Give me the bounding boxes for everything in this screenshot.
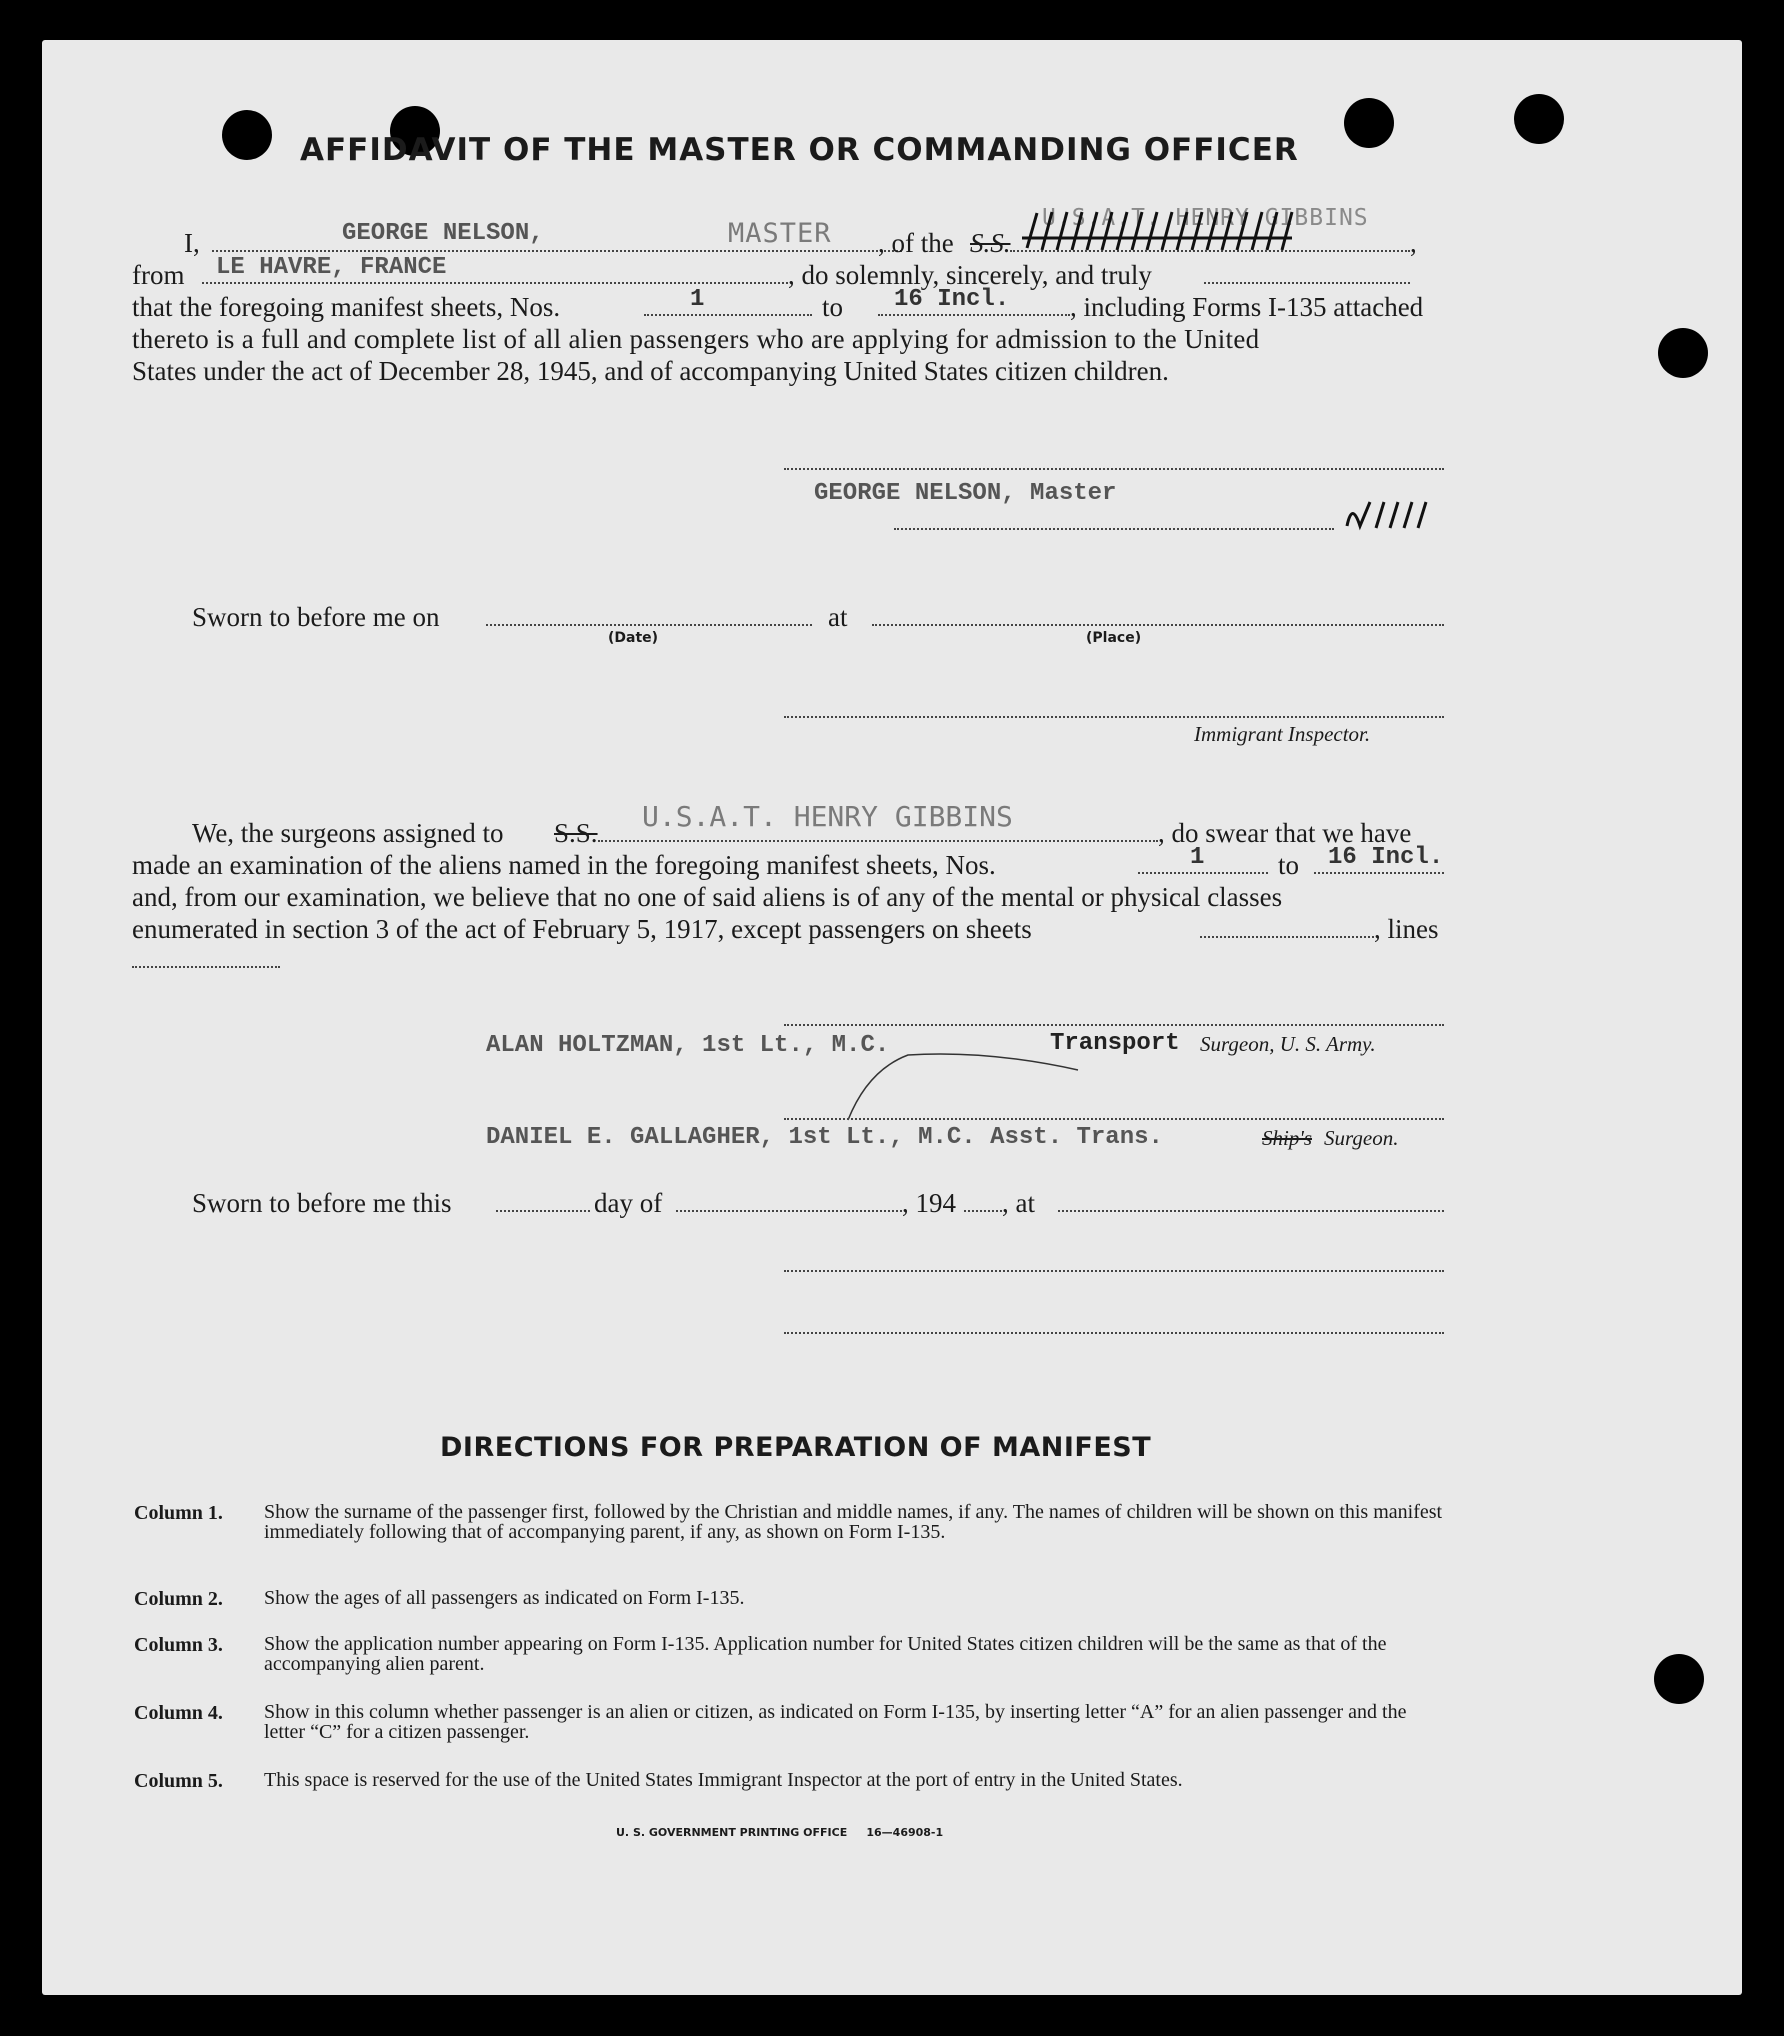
signature-scribble: [1342, 496, 1432, 536]
punch-hole: [1514, 94, 1564, 144]
sworn2-at-label: , at: [1002, 1188, 1035, 1218]
direction-label-4: Column 4.: [134, 1702, 223, 1724]
inspector-caption: Immigrant Inspector.: [1194, 722, 1371, 746]
direction-label-3: Column 3.: [134, 1634, 223, 1656]
direction-text-5: This space is reserved for the use of the United States Immigrant Inspector at the port of entry in the United States.: [264, 1769, 1183, 1791]
direction-label-5: Column 5.: [134, 1770, 223, 1792]
surgeons-sheet-to-field: [1314, 872, 1444, 874]
sheet-from: 1: [690, 286, 705, 313]
surgeons-line4: enumerated in section 3 of the act of February 5, 1917, except passengers on sheets: [132, 914, 1032, 944]
sheets-blank: [1200, 936, 1374, 938]
printing-office-footer: U. S. GOVERNMENT PRINTING OFFICE 16—46908-1: [616, 1826, 944, 1839]
surgeons-to-label: to: [1278, 850, 1300, 880]
place-caption: (Place): [1086, 630, 1142, 646]
direction-label-2: Column 2.: [134, 1588, 223, 1610]
direction-label-1: Column 1.: [134, 1502, 223, 1524]
master-signature-typed: GEORGE NELSON, Master: [814, 480, 1117, 507]
strike-through-scribble: [1022, 208, 1322, 258]
surgeon1-signature-line: [784, 1024, 1444, 1026]
master-signature-line: [784, 468, 1444, 470]
surgeons-intro: We, the surgeons assigned to: [192, 818, 504, 848]
manifest-sheets-text: that the foregoing manifest sheets, Nos.: [132, 292, 561, 322]
inspector-signature-line: [784, 716, 1444, 718]
master-name-field: [212, 250, 902, 252]
sworn-place-field: [872, 624, 1444, 626]
direction-text-1: Show the surname of the passenger first, followed by the Christian and middle names, if any. The names of children will be shown on this manifest immediately following that of accompanying parent, if any, as shown on Form I-135.: [264, 1501, 1443, 1543]
master-title-line: [894, 528, 1334, 530]
ship-prefix-struck: S.S.: [970, 228, 1011, 258]
sworn-at-label: at: [828, 602, 848, 632]
date-caption: (Date): [608, 630, 659, 646]
lines-blank: [132, 966, 280, 968]
from-label: from: [132, 260, 185, 290]
punch-hole: [1344, 98, 1394, 148]
to-label: to: [822, 292, 844, 322]
month-field: [676, 1210, 902, 1212]
direction-text-3: Show the application number appearing on Form I-135. Application number for United States citizen children will be the same as that of the accompanying alien parent.: [264, 1633, 1387, 1675]
of-the-label: , of the: [878, 228, 954, 258]
direction-text-4: Show in this column whether passenger is an alien or citizen, as indicated on Form I-135, by inserting letter “A” for an alien passenger and the letter “C” for a citizen passenger.: [264, 1701, 1407, 1743]
comma: ,: [1410, 228, 1417, 258]
port-name: LE HAVRE, FRANCE: [216, 254, 447, 281]
surgeons-ship-field: [598, 840, 1158, 842]
surgeons-ship-prefix-struck: S.S.: [554, 818, 598, 848]
year-label: , 194: [902, 1188, 956, 1218]
surgeons-sheet-from-field: [1138, 872, 1268, 874]
day-field: [496, 1210, 590, 1212]
surgeons-ship-stamp: U.S.A.T. HENRY GIBBINS: [642, 800, 1013, 833]
surgeon1-typed: ALAN HOLTZMAN, 1st Lt., M.C.: [486, 1032, 890, 1059]
forms-attached-text: , including Forms I-135 attached: [1070, 292, 1424, 322]
officer-title-line: [784, 1332, 1444, 1334]
day-of-label: day of: [594, 1188, 663, 1218]
surgeons-sheet-from: 1: [1190, 844, 1205, 871]
surgeons-line2: made an examination of the aliens named in the foregoing manifest sheets, Nos.: [132, 850, 996, 880]
solemnly-text: , do solemnly, sincerely, and truly: [788, 260, 1152, 290]
surgeons-sheet-to: 16 Incl.: [1328, 844, 1444, 871]
sheet-from-field: [644, 314, 812, 316]
master-name: GEORGE NELSON,: [342, 220, 544, 247]
ship-name-faint: U.S.A.T. HENRY GIBBINS: [1042, 205, 1369, 231]
sworn-this-label: Sworn to before me this: [192, 1188, 452, 1218]
surgeon1-type: Transport: [1050, 1030, 1180, 1057]
signature-stroke: [838, 1040, 1098, 1130]
sworn2-place-field: [1058, 1210, 1444, 1212]
year-field: [964, 1210, 1002, 1212]
direction-text-2: Show the ages of all passengers as indicated on Form I-135.: [264, 1587, 745, 1609]
do-swear-text: , do swear that we have: [1158, 818, 1412, 848]
surgeon2-caption: Surgeon.: [1324, 1126, 1399, 1150]
affidavit-line5: States under the act of December 28, 1945, and of accompanying United States citizen children.: [132, 356, 1169, 386]
document-page: [42, 40, 1742, 1995]
lines-label: , lines: [1374, 914, 1439, 944]
sworn-on-label: Sworn to before me on: [192, 602, 440, 632]
surgeon2-struck: Ship's: [1262, 1126, 1312, 1150]
surgeon1-caption: Surgeon, U. S. Army.: [1200, 1032, 1376, 1056]
punch-hole: [1654, 1654, 1704, 1704]
surgeons-line3: and, from our examination, we believe that no one of said aliens is of any of the mental or physical classes: [132, 882, 1283, 912]
solemnly-blank: [1204, 282, 1410, 284]
officer-signature-line: [784, 1270, 1444, 1272]
directions-title: DIRECTIONS FOR PREPARATION OF MANIFEST: [440, 1432, 1152, 1463]
punch-hole: [222, 110, 272, 160]
affidavit-line4: thereto is a full and complete list of all alien passengers who are applying for admission to the United: [132, 324, 1260, 354]
page-title: AFFIDAVIT OF THE MASTER OR COMMANDING OFFICER: [300, 132, 1299, 168]
surgeon2-signature-line: [784, 1118, 1444, 1120]
punch-hole: [1658, 328, 1708, 378]
surgeon2-typed: DANIEL E. GALLAGHER, 1st Lt., M.C. Asst. Trans.: [486, 1124, 1163, 1151]
rank-stamp: MASTER: [728, 218, 832, 249]
port-field: [202, 282, 788, 284]
affidavit-i: I,: [184, 228, 200, 258]
sheet-to-field: [878, 314, 1070, 316]
sworn-date-field: [486, 624, 812, 626]
sheet-to: 16 Incl.: [894, 286, 1010, 313]
